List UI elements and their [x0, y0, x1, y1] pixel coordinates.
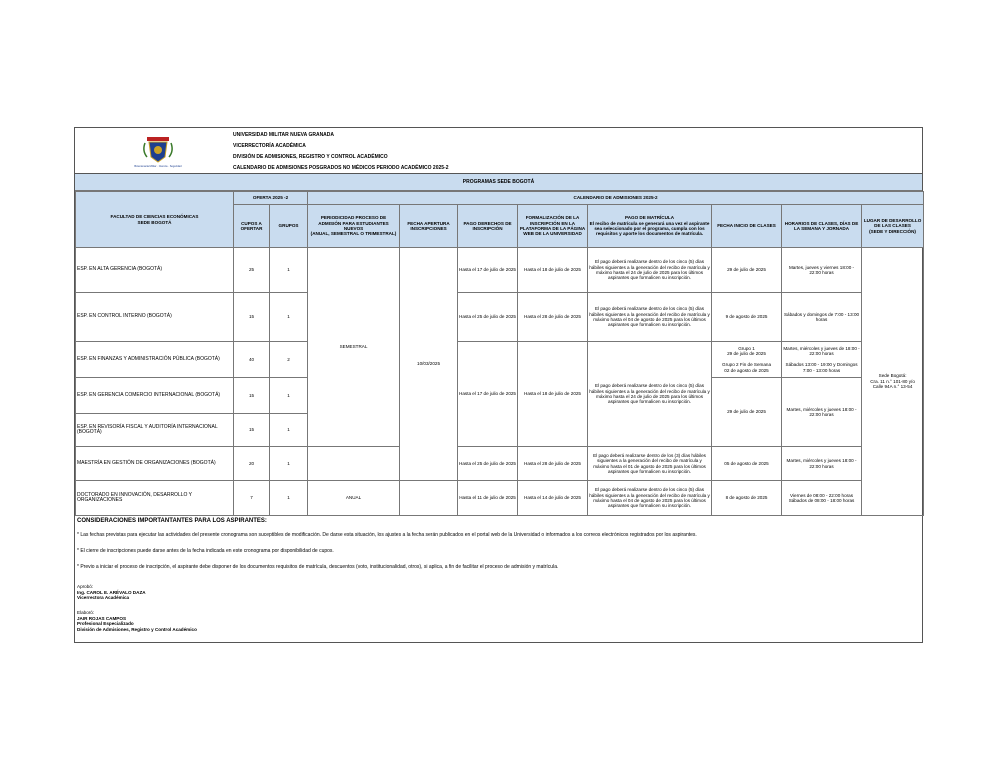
grupos-cell: 1 — [270, 414, 308, 447]
table-row — [76, 293, 924, 342]
grupos-cell: 1 — [270, 481, 308, 516]
lugar-cell: Sede Bogotá: Cra. 11 n.° 101-80 y/o Calle 94A n.° 13-54 — [862, 248, 924, 516]
cupos-cell: 15 — [234, 293, 270, 342]
cupos-header: CUPOS A OFERTAR — [234, 205, 270, 248]
program-name: ESP. EN CONTROL INTERNO (BOGOTÁ) — [76, 293, 234, 342]
division-name: DIVISIÓN DE ADMISIONES, REGISTRO Y CONTROL ACADÉMICO — [233, 154, 388, 160]
prepared-role: Profesional Especializado — [77, 621, 134, 627]
approved-block — [77, 584, 146, 601]
vicerrectoria: VICERRECTORÍA ACADÉMICA — [233, 143, 306, 149]
university-name: UNIVERSIDAD MILITAR NUEVA GRANADA — [233, 132, 335, 138]
formalizacion-header: FORMALIZACIÓN DE LA INSCRIPCIÓN EN LA PLATAFORMA DE LA PÁGINA WEB DE LA UNIVERSIDAD — [518, 205, 588, 248]
pago-matricula-desc: El recibo de matrícula se generará una vez el aspirante sea seleccionado por el programa, cumpla con los requisitos y aporte los documentos de matrícula. — [589, 220, 710, 237]
calendar-group-header: CALENDARIO DE ADMISIONES 2025-2 — [308, 192, 924, 205]
matricula-cell: El pago deberá realizarse dentro de los (3) días hábiles siguientes a la generación del recibo de matrícula y máximo hasta el 01 de agosto de 2025 para los últimos aspirantes que formalicen su inscripción. — [588, 447, 712, 481]
prepared-office: División de Admisiones, Registro y Control Académico — [77, 626, 197, 632]
matricula-cell: El pago deberá realizarse dentro de los cinco (5) días hábiles siguientes a la generación del recibo de matrícula y máximo hasta el 04 de agosto de 2025 para los últimos aspirantes que formalicen su inscripción. — [588, 293, 712, 342]
pago-cell: Hasta el 11 de julio de 2025 — [458, 481, 518, 516]
formalizacion-cell: Hasta el 14 de julio de 2025 — [518, 481, 588, 516]
pago-cell: Hasta el 17 de julio de 2025 — [458, 248, 518, 293]
apertura-fecha: 10/03/2025 — [400, 248, 458, 481]
document-header — [75, 128, 922, 174]
grupos-cell: 1 — [270, 248, 308, 293]
inicio-header: FECHA INICIO DE CLASES — [712, 205, 782, 248]
programs-band: PROGRAMAS SEDE BOGOTÁ — [75, 174, 922, 191]
inicio-cell: 29 de julio de 2025 — [712, 378, 782, 447]
grupos-cell: 1 — [270, 293, 308, 342]
formalizacion-cell: Hasta el 28 de julio de 2025 — [518, 293, 588, 342]
lugar-header: LUGAR DE DESARROLLO DE LAS CLASES (SEDE Y DIRECCIÓN) — [862, 205, 924, 248]
inicio-cell: 9 de agosto de 2025 — [712, 293, 782, 342]
admissions-table — [75, 191, 924, 516]
note-item: * El cierre de inscripciones puede darse antes de la fecha indicada en este cronograma por disponibilidad de cupos. — [77, 548, 334, 554]
inicio-cell: 29 de julio de 2025 — [712, 248, 782, 293]
table-row — [76, 447, 924, 481]
horario-cell: Martes, miércoles y jueves 18:00 - 22:00 horas — [782, 447, 862, 481]
periodicidad-header: PERIODICIDAD PROCESO DE ADMISIÓN PARA ESTUDIANTES NUEVOS (ANUAL, SEMESTRAL O TRIMESTRAL) — [308, 205, 400, 248]
formalizacion-cell: Hasta el 28 de julio de 2025 — [518, 447, 588, 481]
grupos-cell: 1 — [270, 378, 308, 414]
cupos-cell: 40 — [234, 342, 270, 378]
inicio-cell: 8 de agosto de 2025 — [712, 481, 782, 516]
matricula-cell: El pago deberá realizarse dentro de los cinco (5) días hábiles siguientes a la generación del recibo de matrícula y máximo hasta el 04 de agosto de 2025 para los últimos aspirantes que formalicen su inscripción. — [588, 481, 712, 516]
pago-matricula-title: PAGO DE MATRÍCULA — [624, 215, 675, 221]
faculty-header: FACULTAD DE CIENCIAS ECONÓMICAS SEDE BOGOTÁ — [76, 192, 234, 248]
pago-matricula-header — [588, 205, 712, 248]
cupos-cell: 15 — [234, 378, 270, 414]
approved-name: Ing. CAROL E. ARÉVALO DAZA — [77, 589, 146, 595]
header-lines — [233, 130, 449, 174]
apertura-header: FECHA APERTURA INSCRIPCIONES — [400, 205, 458, 248]
grupos-header: GRUPOS — [270, 205, 308, 248]
grupos-cell: 1 — [270, 447, 308, 481]
formalizacion-cell: Hasta el 18 de julio de 2025 — [518, 248, 588, 293]
horario-cell: Martes, miércoles y jueves 18:00 - 22:00 horas — [782, 378, 862, 447]
prepared-label: Elaboró: — [77, 610, 95, 615]
offer-group-header: OFERTA 2025 -2 — [234, 192, 308, 205]
grupos-cell: 2 — [270, 342, 308, 378]
horario-cell: Martes, jueves y viernes 18:00 - 22:00 horas — [782, 248, 862, 293]
approved-label: Aprobó: — [77, 584, 94, 589]
cupos-cell: 20 — [234, 447, 270, 481]
cupos-cell: 25 — [234, 248, 270, 293]
prepared-name: JAIR ROJAS CAMPOS — [77, 615, 127, 621]
matricula-cell: El pago deberá realizarse dentro de los cinco (5) días hábiles siguientes a la generación del recibo de matrícula y máximo hasta el 24 de julio de 2025 para los últimos aspirantes que formalicen su inscripción. — [588, 342, 712, 447]
program-name: ESP. EN FINANZAS Y ADMINISTRACIÓN PÚBLICA (BOGOTÁ) — [76, 342, 234, 378]
program-name: ESP. EN GERENCIA COMERCIO INTERNACIONAL (BOGOTÁ) — [76, 378, 234, 414]
horarios-header: HORARIOS DE CLASES, DÍAS DE LA SEMANA Y JORNADA — [782, 205, 862, 248]
horario-cell: Viernes de 08:00 - 22:00 horas Sábados de 08:00 - 18:00 horas — [782, 481, 862, 516]
program-name: ESP. EN ALTA GERENCIA (BOGOTÁ) — [76, 248, 234, 293]
notes-section — [77, 518, 917, 580]
pago-cell: Hasta el 25 de julio de 2025 — [458, 293, 518, 342]
approved-role: Vicerrectora Académica — [77, 595, 130, 601]
table-row — [76, 342, 924, 378]
note-item: * Previo a iniciar el proceso de inscripción, el aspirante debe disponer de los documentos requisitos de matrícula, descuentos (voto, institucionalidad, otros), si aplica, a fin de facilitar el proceso de admisión y matrícula. — [77, 564, 559, 570]
program-name: DOCTORADO EN INNOVACIÓN, DESARROLLO Y ORGANIZACIONES — [76, 481, 234, 516]
table-row — [76, 248, 924, 293]
program-name: ESP. EN REVISORÍA FISCAL Y AUDITORÍA INTERNACIONAL (BOGOTÁ) — [76, 414, 234, 447]
periodicidad-anual: ANUAL — [308, 481, 400, 516]
inicio-cell: Grupo 1 29 de julio de 2025 Grupo 2 Fin de Semana 02 de agosto de 2025 — [712, 342, 782, 378]
pago-cell: Hasta el 17 de julio de 2025 — [458, 342, 518, 447]
pago-derechos-header: PAGO DERECHOS DE INSCRIPCIÓN — [458, 205, 518, 248]
horario-cell: Martes, miércoles y jueves de 18:00 - 22:00 horas Sábados 13:00 - 19:00 y Domingos 7:00 - 13:00 horas — [782, 342, 862, 378]
cupos-cell: 15 — [234, 414, 270, 447]
matricula-cell: El pago deberá realizarse dentro de los cinco (5) días hábiles siguientes a la generación del recibo de matrícula y máximo hasta el 24 de julio de 2025 para los últimos aspirantes que formalicen su inscripción. — [588, 248, 712, 293]
pago-cell: Hasta el 25 de julio de 2025 — [458, 447, 518, 481]
periodicidad-semestral: SEMESTRAL — [308, 248, 400, 447]
horario-cell: Sábados y domingos de 7:00 - 13:00 horas — [782, 293, 862, 342]
formalizacion-cell: Hasta el 18 de julio de 2025 — [518, 342, 588, 447]
prepared-block — [77, 610, 197, 632]
note-item: * Las fechas previstas para ejecutar las actividades del presente cronograma son suceptibles de modificación. De darse esta situación, los ajustes a la fecha serán publicados en el portal web de la Universidad o informados a los correos electrónicos registrados por los aspirantes. — [77, 532, 697, 538]
periodicidad-cell — [308, 447, 400, 481]
university-seal-icon — [134, 135, 182, 171]
apertura-cell — [400, 481, 458, 516]
notes-title: CONSIDERACIONES IMPORTANTANTES PARA LOS ASPIRANTES: — [77, 518, 267, 524]
program-name: MAESTRÍA EN GESTIÓN DE ORGANIZACIONES (BOGOTÁ) — [76, 447, 234, 481]
inicio-cell: 05 de agosto de 2025 — [712, 447, 782, 481]
seal-caption: Bicentenaria Militar · Ciencia · Seguridad — [134, 165, 182, 168]
calendar-sheet — [74, 127, 923, 643]
calendar-title: CALENDARIO DE ADMISIONES POSGRADOS NO MÉDICOS PERIODO ACADÉMICO 2025-2 — [233, 165, 449, 171]
table-row — [76, 481, 924, 516]
cupos-cell: 7 — [234, 481, 270, 516]
